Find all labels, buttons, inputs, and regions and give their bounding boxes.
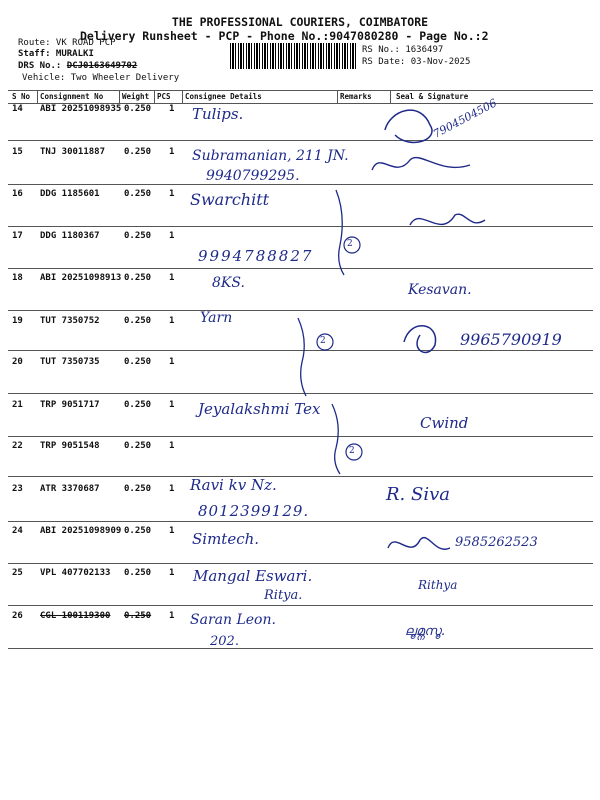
row-weight: 0.250 — [124, 189, 152, 199]
runsheet-subtitle: Delivery Runsheet - PCP - Phone No.:9047080280 - Page No.:2 — [80, 29, 489, 43]
drs-label: DRS No.: — [18, 61, 62, 71]
row-consignment: TUT 7350752 — [40, 316, 100, 326]
row-pcs: 1 — [169, 526, 175, 536]
handwritten-consignee: Swarchitt — [190, 190, 270, 209]
row-consignment: DDG 1180367 — [40, 231, 100, 241]
row-weight: 0.250 — [124, 316, 152, 326]
row-sno: 18 — [12, 273, 23, 283]
handwritten-phone: 9994788827 — [198, 247, 314, 265]
group-mark: 2 — [320, 336, 326, 346]
signature-name: ലൂമ്നസൂ. — [405, 624, 446, 639]
row-sno: 23 — [12, 484, 23, 494]
row-sno: 22 — [12, 441, 23, 451]
row-consignment: ABI 20251098935 — [40, 104, 122, 114]
handwritten-consignee: Jeyalakshmi Tex — [198, 400, 321, 418]
company-title: THE PROFESSIONAL COURIERS, COIMBATORE — [171, 15, 429, 29]
row-weight: 0.250 — [124, 568, 152, 578]
row-pcs: 1 — [169, 316, 175, 326]
row-sno: 19 — [12, 316, 23, 326]
row-sno: 15 — [12, 147, 23, 157]
handwritten-consignee: Yarn — [200, 310, 233, 326]
row-weight: 0.250 — [124, 147, 152, 157]
row-consignment: ABI 20251098913 — [40, 273, 122, 283]
signature-name: Kesavan. — [408, 282, 472, 298]
row-consignment: ABI 20251098909 — [40, 526, 122, 536]
handwritten-note: 202. — [210, 634, 239, 649]
handwritten-consignee: Ravi kv Nz. — [190, 476, 277, 494]
row-pcs: 1 — [169, 441, 175, 451]
col-consignment: Consignment No — [40, 92, 104, 101]
handwritten-consignee: Subramanian, 211 JN. — [192, 148, 349, 164]
staff-label: Staff: MURALKI — [18, 49, 94, 59]
row-sno: 26 — [12, 611, 23, 621]
group-mark: 2 — [347, 239, 353, 249]
row-pcs: 1 — [169, 147, 175, 157]
row-weight: 0.250 — [124, 104, 152, 114]
row-pcs: 1 — [169, 568, 175, 578]
row-sno: 21 — [12, 400, 23, 410]
group-mark: 2 — [349, 446, 355, 456]
signature-name: Rithya — [418, 578, 458, 592]
handwritten-consignee: 8KS. — [212, 275, 245, 291]
handwritten-consignee: Tulips. — [192, 105, 244, 123]
row-sno: 17 — [12, 231, 23, 241]
col-weight: Weight — [122, 92, 150, 101]
signature-phone: 9585262523 — [455, 535, 538, 550]
row-weight: 0.250 — [124, 484, 152, 494]
col-pcs: PCS — [157, 92, 171, 101]
row-consignment: TRP 9051548 — [40, 441, 100, 451]
rs-number: RS No.: 1636497 — [362, 45, 444, 55]
row-weight: 0.250 — [124, 526, 152, 536]
col-sno: S No — [12, 92, 31, 101]
signature-phone: 9965790919 — [460, 330, 562, 349]
row-sno: 24 — [12, 526, 23, 536]
row-weight: 0.250 — [124, 611, 152, 621]
row-weight: 0.250 — [124, 231, 152, 241]
handwritten-phone: 9940799295. — [206, 168, 300, 184]
row-sno: 16 — [12, 189, 23, 199]
row-weight: 0.250 — [124, 357, 152, 367]
rs-date: RS Date: 03-Nov-2025 — [362, 57, 471, 67]
drs-number: DCJ0163649702 — [66, 61, 138, 71]
handwritten-consignee: Mangal Eswari. — [193, 567, 313, 585]
col-seal: Seal & Signature — [396, 92, 469, 101]
row-consignment: DDG 1185601 — [40, 189, 100, 199]
row-sno: 14 — [12, 104, 23, 114]
handwritten-phone: 8012399129. — [198, 502, 310, 520]
row-weight: 0.250 — [124, 273, 152, 283]
route-label: Route: VK ROAD PCP — [18, 38, 116, 48]
row-pcs: 1 — [169, 611, 175, 621]
signature-phone: 7904504506 — [431, 96, 499, 141]
row-consignment: TNJ 30011887 — [40, 147, 106, 157]
vehicle-label: Vehicle: Two Wheeler Delivery — [22, 73, 180, 83]
row-weight: 0.250 — [124, 441, 152, 451]
row-consignment: TRP 9051717 — [40, 400, 100, 410]
handwritten-consignee: Saran Leon. — [190, 612, 276, 628]
signature-name: Cwind — [420, 414, 469, 432]
row-consignment: TUT 7350735 — [40, 357, 100, 367]
row-pcs: 1 — [169, 231, 175, 241]
row-pcs: 1 — [169, 273, 175, 283]
col-consignee: Consignee Details — [185, 92, 262, 101]
row-pcs: 1 — [169, 484, 175, 494]
row-consignment: VPL 407702133 — [40, 568, 111, 578]
row-pcs: 1 — [169, 400, 175, 410]
row-weight: 0.250 — [124, 400, 152, 410]
row-pcs: 1 — [169, 189, 175, 199]
handwritten-consignee: Simtech. — [192, 530, 260, 548]
row-pcs: 1 — [169, 104, 175, 114]
handwritten-note: Ritya. — [264, 588, 303, 603]
signature-name: R. Siva — [386, 484, 450, 505]
row-sno: 20 — [12, 357, 23, 367]
row-sno: 25 — [12, 568, 23, 578]
col-remarks: Remarks — [340, 92, 372, 101]
row-consignment: CGL 100119300 — [40, 611, 111, 621]
row-pcs: 1 — [169, 357, 175, 367]
row-consignment: ATR 3370687 — [40, 484, 100, 494]
